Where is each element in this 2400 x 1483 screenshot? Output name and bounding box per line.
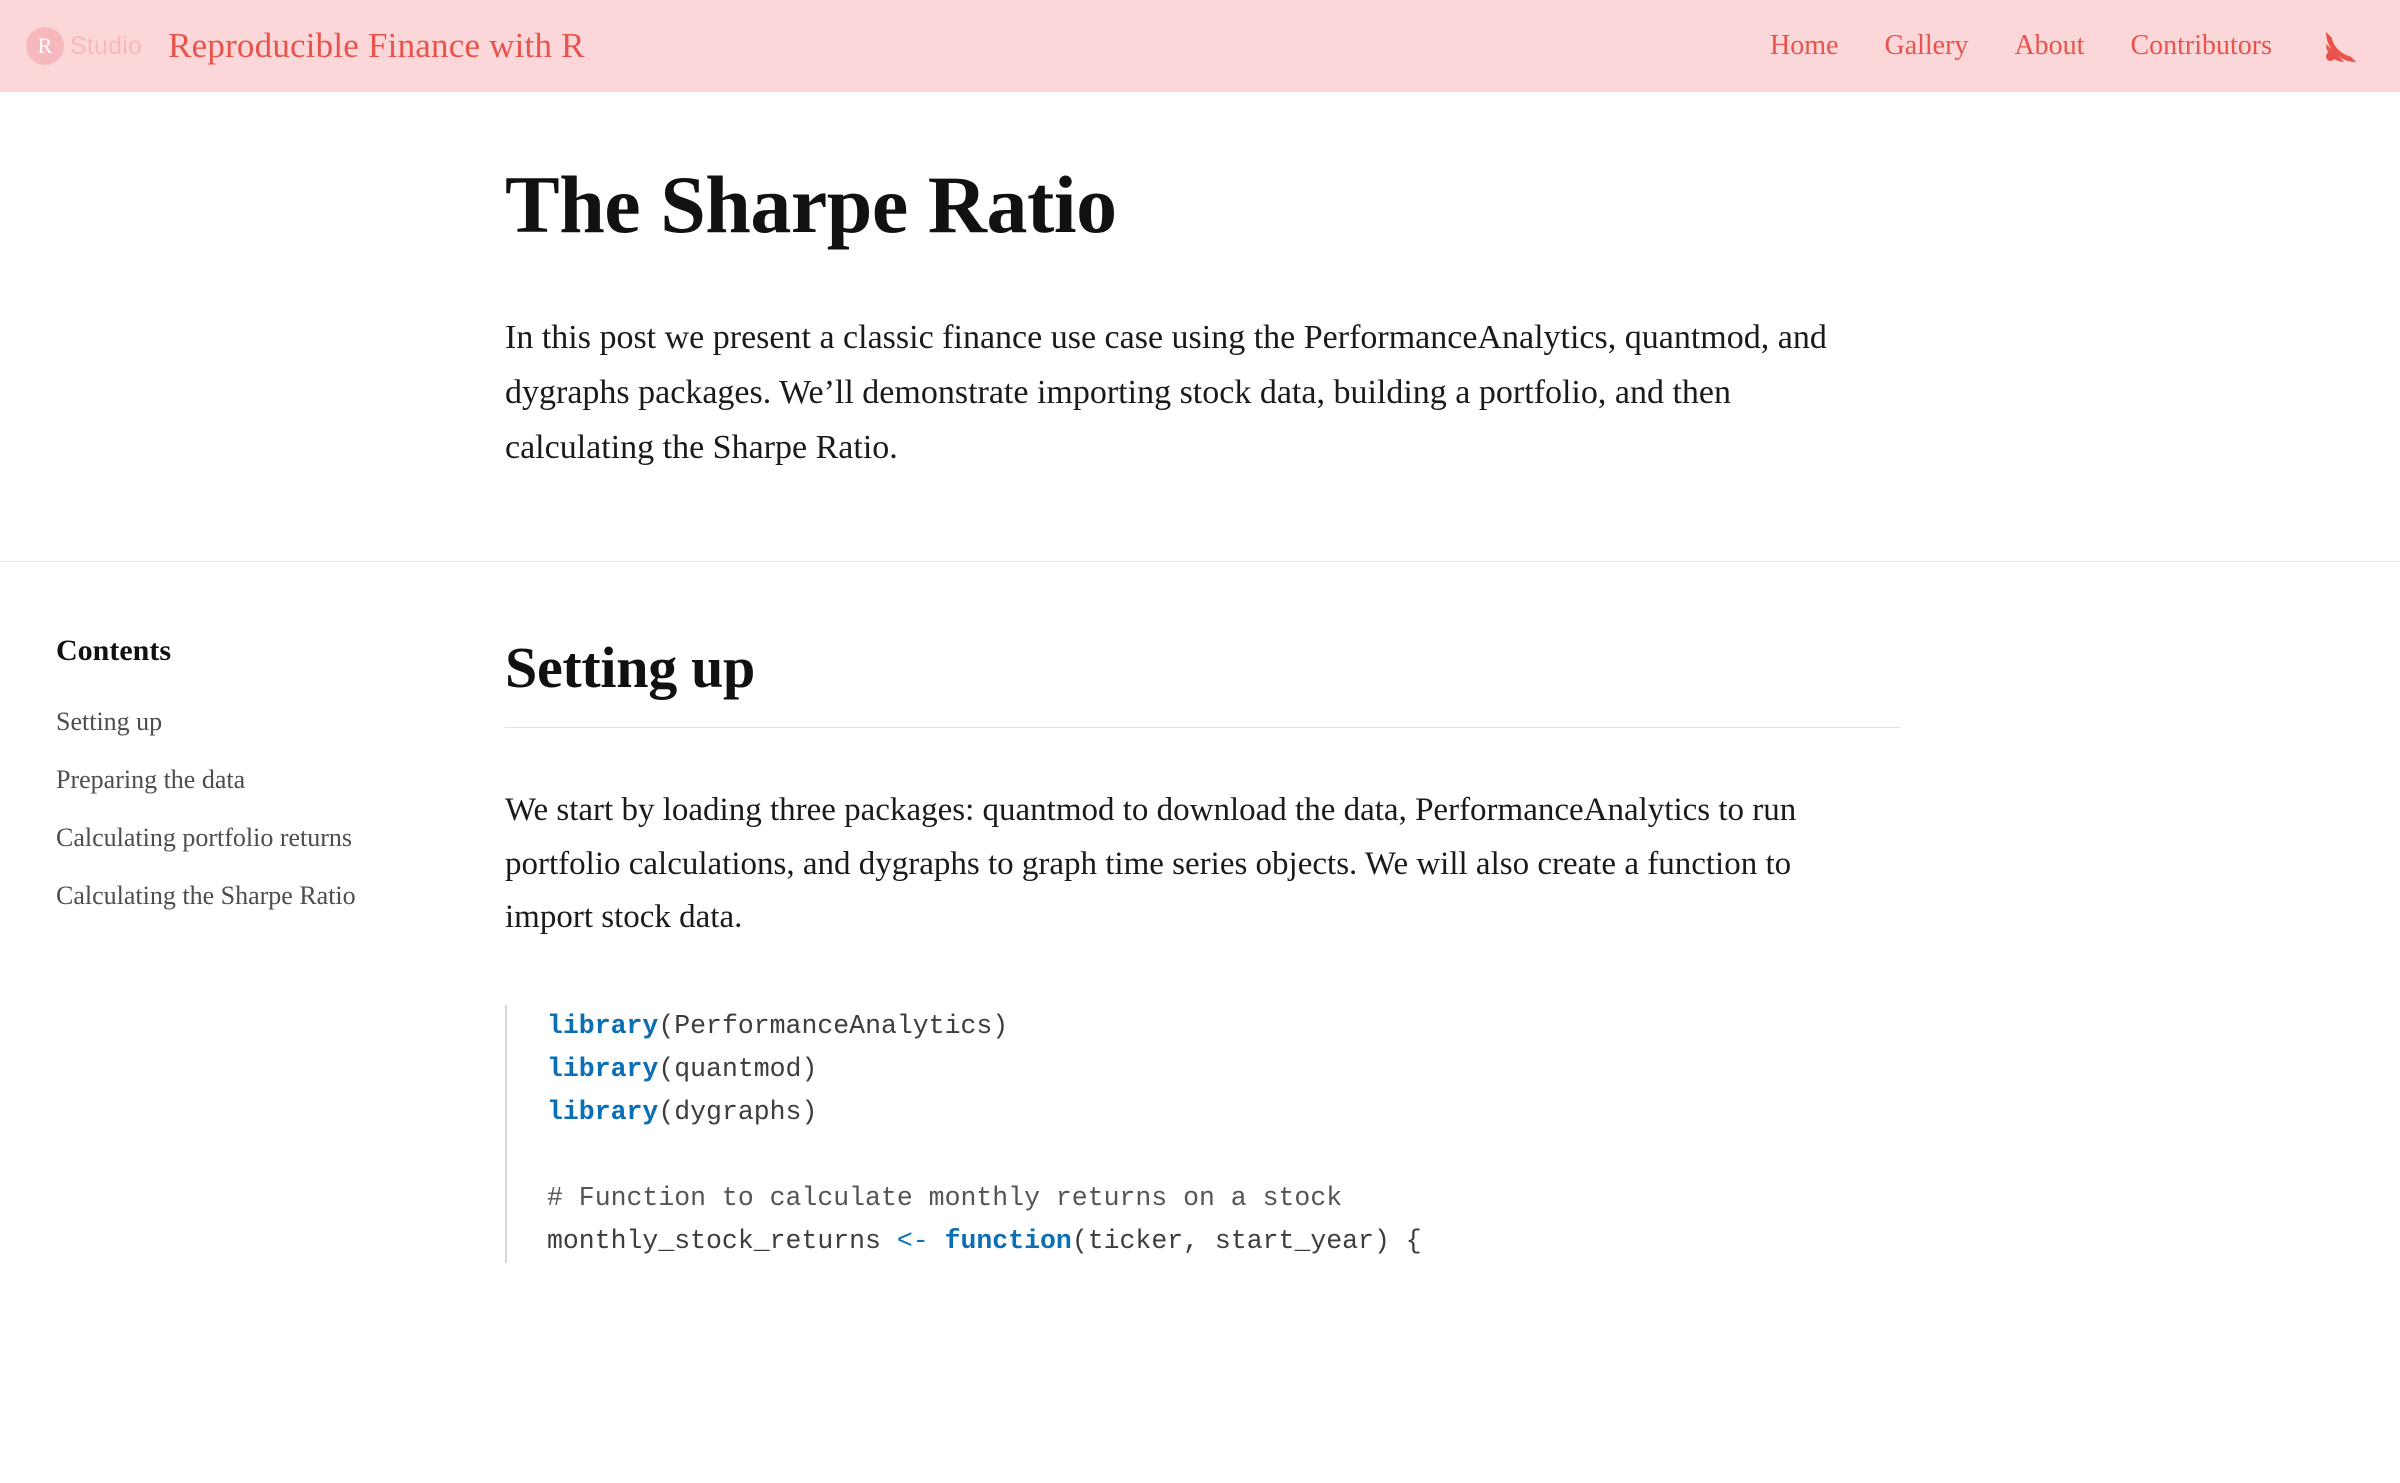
toc-item-preparing-the-data[interactable]: Preparing the data	[56, 765, 246, 795]
site-title[interactable]: Reproducible Finance with R	[168, 26, 585, 65]
code-token: dygraphs	[674, 1096, 802, 1127]
article-content	[505, 634, 1925, 1262]
code-line	[547, 1048, 1925, 1091]
site-header	[0, 0, 2400, 92]
code-line	[547, 1220, 1925, 1263]
code-line	[547, 1134, 1925, 1177]
list-item	[56, 820, 505, 856]
code-token: <-	[896, 1225, 929, 1256]
body-wrapper	[0, 562, 2400, 1262]
code-token: (	[658, 1096, 675, 1127]
code-token: library	[547, 1053, 659, 1084]
section-heading-setting-up: Setting up	[505, 635, 756, 701]
list-item	[56, 762, 505, 798]
table-of-contents	[0, 634, 505, 1262]
code-token: )	[992, 1010, 1009, 1041]
toc-title: Contents	[56, 634, 172, 668]
code-line	[547, 1091, 1925, 1134]
code-token	[929, 1226, 945, 1256]
rstudio-logo-icon: R	[26, 27, 64, 65]
brand-group	[26, 26, 585, 66]
rstudio-logo-word: Studio	[70, 31, 143, 60]
code-token: )	[801, 1096, 818, 1127]
code-token: )	[801, 1053, 818, 1084]
toc-item-setting-up[interactable]: Setting up	[56, 707, 163, 737]
code-token: library	[547, 1096, 659, 1127]
code-block	[505, 1005, 1925, 1263]
list-item	[56, 704, 505, 740]
code-token: PerformanceAnalytics	[674, 1010, 993, 1041]
toc-list	[56, 704, 505, 914]
main-nav	[1770, 29, 2358, 63]
code-token: (	[658, 1010, 675, 1041]
code-line	[547, 1177, 1925, 1220]
rstudio-logo[interactable]	[26, 27, 142, 65]
section-paragraph: We start by loading three packages: quantmod to download the data, PerformanceAnalytics to run portfolio calculations, and dygraphs to graph time series objects. We will also create a function to import stock data.	[505, 792, 1797, 936]
nav-item-home[interactable]: Home	[1770, 30, 1839, 61]
code-token: (	[658, 1053, 675, 1084]
code-token: library	[547, 1010, 659, 1041]
code-token: # Function to calculate monthly returns on a stock	[547, 1182, 1343, 1213]
code-token: quantmod	[674, 1053, 802, 1084]
post-description: In this post we present a classic finance use case using the PerformanceAnalytics, quantmod, and dygraphs packages. We’ll demonstrate importing stock data, building a portfolio, and then calculating the Sharpe Ratio.	[505, 319, 1827, 467]
list-item	[56, 878, 505, 914]
code-token: function	[944, 1225, 1072, 1256]
rss-icon[interactable]	[2324, 29, 2358, 63]
nav-item-gallery[interactable]: Gallery	[1884, 30, 1969, 61]
code-token: (ticker, start_year) {	[1071, 1225, 1422, 1256]
section-divider	[505, 727, 1900, 728]
code-line	[547, 1005, 1925, 1048]
toc-item-calculating-the-sharpe-ratio[interactable]: Calculating the Sharpe Ratio	[56, 880, 356, 910]
page-title: The Sharpe Ratio	[505, 159, 1117, 250]
nav-item-about[interactable]: About	[2014, 30, 2085, 61]
post-hero	[0, 92, 2400, 562]
nav-item-contributors[interactable]: Contributors	[2130, 30, 2272, 61]
toc-item-calculating-portfolio-returns[interactable]: Calculating portfolio returns	[56, 823, 353, 853]
code-token: monthly_stock_returns	[547, 1225, 897, 1256]
